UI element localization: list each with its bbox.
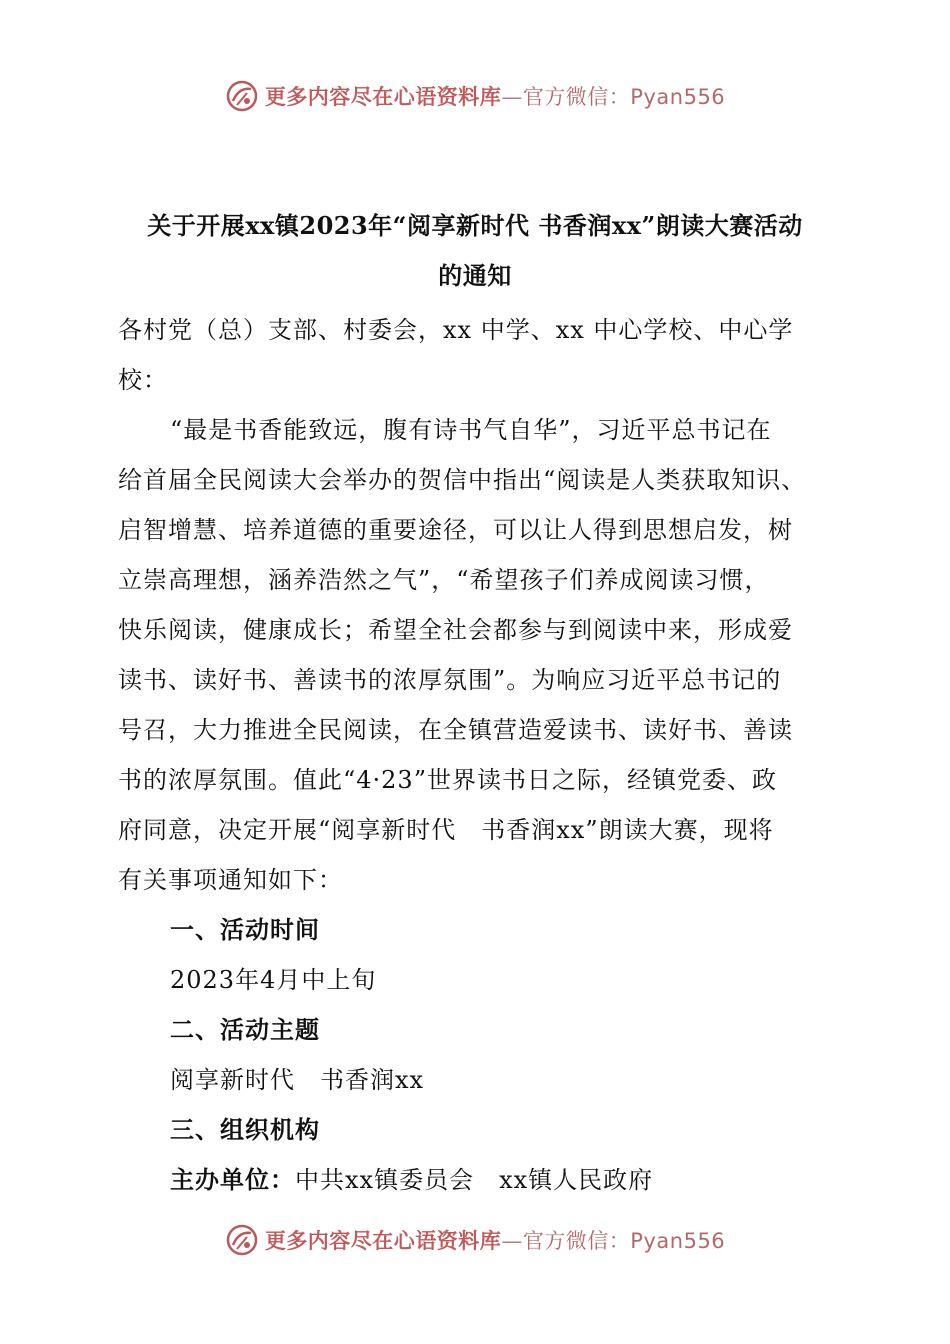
paragraph-line: 书的浓厚氛围。值此“4·23”世界读书日之际，经镇党委、政: [118, 766, 777, 794]
organizer-label: 主办单位：: [170, 1165, 295, 1194]
section-heading-organization: 三、组织机构: [170, 1115, 320, 1144]
document-title-line1: 关于开展xx镇2023年“阅享新时代 书香润xx”朗读大赛活动: [147, 211, 803, 240]
salutation-line1: 各村党（总）支部、村委会，xx 中学、xx 中心学校、中心学: [118, 316, 794, 344]
section-body-theme: 阅享新时代 书香润xx: [170, 1066, 425, 1094]
section-body-time: 2023年4月中上旬: [170, 966, 377, 994]
salutation-line2: 校：: [118, 366, 168, 394]
section-heading-time: 一、活动时间: [170, 915, 320, 944]
paragraph-line: 快乐阅读，健康成长；希望全社会都参与到阅读中来，形成爱: [118, 616, 793, 644]
paragraph-line: 府同意，决定开展“阅享新时代 书香润xx”朗读大赛，现将: [118, 816, 774, 844]
paragraph-line: 号召，大力推进全民阅读，在全镇营造爱读书、读好书、善读: [118, 716, 793, 744]
watermark-text: 更多内容尽在心语资料库—官方微信：Pyan556: [264, 85, 726, 109]
logo-icon: [225, 1223, 259, 1257]
paragraph-line: 给首届全民阅读大会举办的贺信中指出“阅读是人类获取知识、: [118, 466, 807, 494]
logo-icon: [225, 79, 259, 113]
paragraph-line: “最是书香能致远，腹有诗书气自华”，习近平总书记在: [170, 416, 772, 444]
paragraph-line: 有关事项通知如下：: [118, 866, 343, 894]
watermark-bottom: [0, 1220, 950, 1260]
paragraph-line: 立崇高理想，涵养浩然之气”，“希望孩子们养成阅读习惯，: [118, 566, 770, 594]
watermark-text: 更多内容尽在心语资料库—官方微信：Pyan556: [264, 1229, 726, 1253]
paragraph-line: 读书、读好书、善读书的浓厚氛围”。为响应习近平总书记的: [118, 666, 782, 694]
section-heading-theme: 二、活动主题: [170, 1015, 320, 1044]
paragraph-line: 启智增慧、培养道德的重要途径，可以让人得到思想启发，树: [118, 516, 793, 544]
organizer-value: 中共xx镇委员会 xx镇人民政府: [295, 1166, 654, 1194]
document-title-line2: 的通知: [438, 261, 512, 290]
section-body-organization: [170, 1160, 653, 1195]
watermark-top: [0, 76, 950, 116]
